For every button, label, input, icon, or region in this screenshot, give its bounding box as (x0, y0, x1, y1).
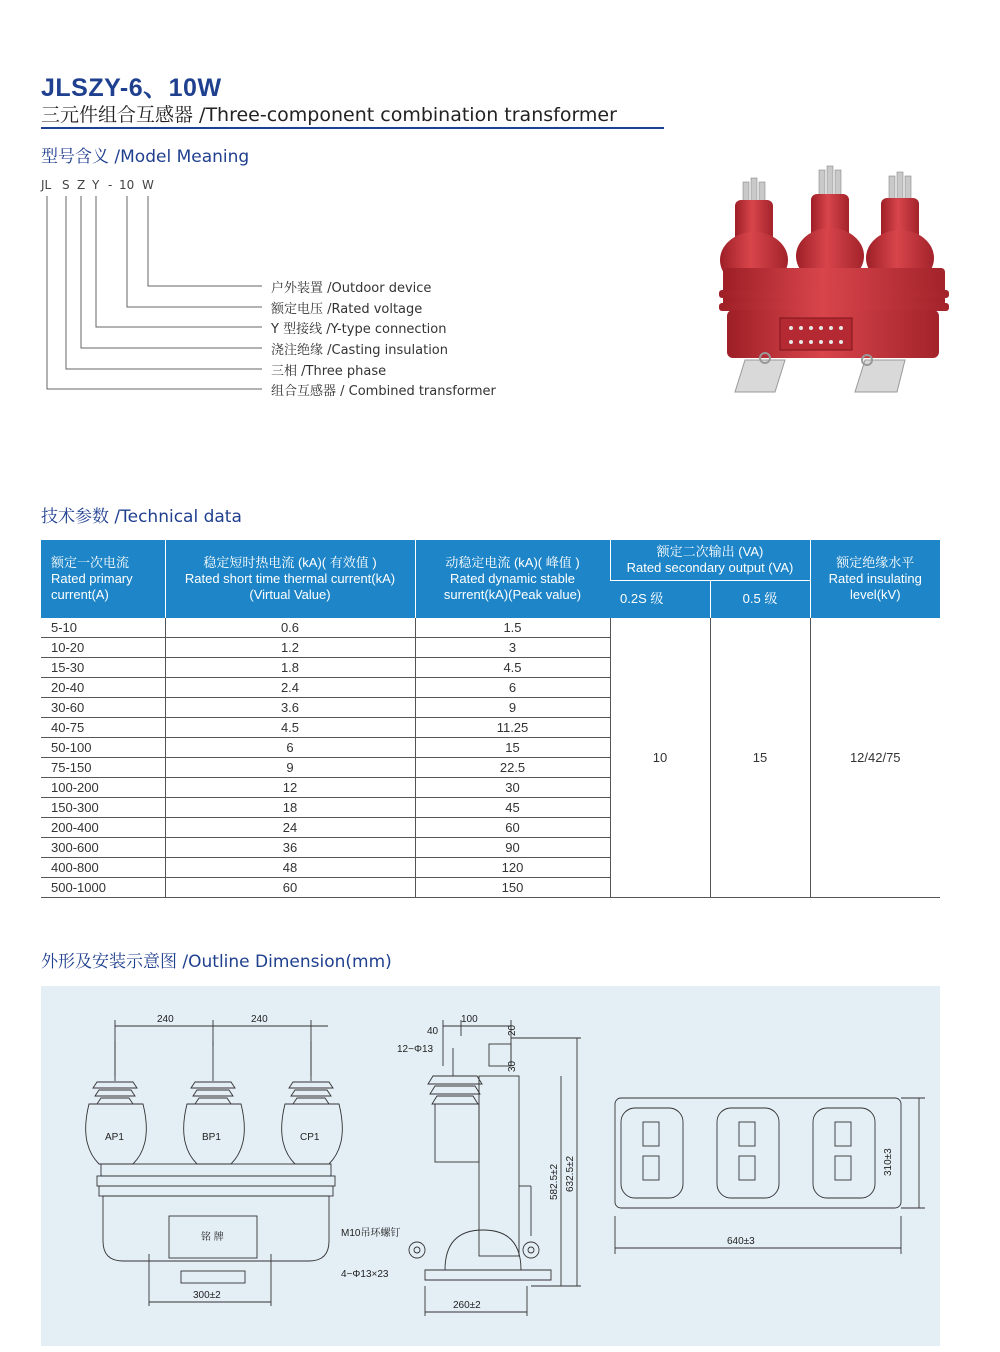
technical-heading: 技术参数 /Technical data (41, 507, 242, 527)
dim-100: 100 (461, 1014, 478, 1025)
header-insulation-level (810, 540, 940, 618)
dim-582: 582.5±2 (549, 1163, 560, 1200)
top-view (615, 1098, 925, 1254)
product-photo (705, 160, 955, 400)
header-text: 动稳定电流 (kA)( 峰值 ) (445, 555, 580, 570)
label-4-holes: 4−Φ13×23 (341, 1269, 389, 1280)
cell-thermal: 60 (165, 878, 415, 898)
header-text: Rated primary (51, 571, 133, 586)
outline-drawing-panel (41, 986, 940, 1346)
cell-primary: 200-400 (41, 818, 165, 838)
cell-primary: 15-30 (41, 658, 165, 678)
cell-primary: 5-10 (41, 618, 165, 638)
header-rated-primary (41, 540, 165, 618)
cell-dynamic: 45 (415, 798, 610, 818)
cell-primary: 30-60 (41, 698, 165, 718)
cell-dynamic: 60 (415, 818, 610, 838)
header-text: Rated secondary output (VA) (626, 559, 794, 575)
header-text: Rated short time thermal current(kA) (184, 571, 396, 586)
meaning-outdoor: 户外装置 /Outdoor device (271, 281, 432, 296)
cell-primary: 150-300 (41, 798, 165, 818)
page-title: JLSZY-6、10W (41, 74, 222, 102)
cell-primary: 500-1000 (41, 878, 165, 898)
cell-primary: 20-40 (41, 678, 165, 698)
outline-drawing (41, 986, 940, 1346)
cell-thermal: 2.4 (165, 678, 415, 698)
meaning-three-phase: 三相 /Three phase (271, 364, 387, 379)
header-text: 额定一次电流 (51, 555, 130, 570)
cell-thermal: 6 (165, 738, 415, 758)
header-thermal-current (165, 540, 415, 618)
cell-primary: 10-20 (41, 638, 165, 658)
dim-640: 640±3 (727, 1236, 755, 1247)
outline-heading: 外形及安装示意图 /Outline Dimension(mm) (41, 952, 392, 972)
cell-thermal: 24 (165, 818, 415, 838)
dim-20: 20 (507, 1024, 518, 1036)
header-text: 额定绝缘水平 (836, 555, 915, 570)
code-jl: JL (41, 178, 52, 192)
cell-dynamic: 22.5 (415, 758, 610, 778)
header-text: Rated dynamic stable (449, 571, 575, 586)
dim-40: 40 (427, 1026, 439, 1037)
dim-310: 310±3 (883, 1148, 894, 1176)
cell-primary: 75-150 (41, 758, 165, 778)
cell-thermal: 1.8 (165, 658, 415, 678)
header-text: current(A) (51, 587, 109, 602)
cell-dynamic: 15 (415, 738, 610, 758)
cell-thermal: 4.5 (165, 718, 415, 738)
cell-thermal: 12 (165, 778, 415, 798)
header-text: 额定二次输出 (VA) (656, 543, 764, 559)
cell-dynamic: 4.5 (415, 658, 610, 678)
cell-thermal: 48 (165, 858, 415, 878)
dim-300: 300±2 (193, 1290, 221, 1301)
code-w: W (142, 178, 154, 192)
cell-dynamic: 150 (415, 878, 610, 898)
model-meaning-heading: 型号含义 /Model Meaning (41, 147, 250, 167)
header-text: Rated insulating (828, 571, 922, 586)
meaning-y-connection: Y 型接线 /Y-type connection (271, 322, 447, 337)
header-02s-class: 0.2S 级 (610, 580, 710, 618)
header-secondary-output (610, 540, 810, 580)
table-row (41, 618, 940, 638)
code-10: 10 (119, 178, 135, 192)
cell-dynamic: 90 (415, 838, 610, 858)
cell-insulation: 12/42/75 (810, 618, 940, 898)
header-05-class: 0.5 级 (710, 580, 810, 618)
code-z: Z (77, 178, 86, 192)
cell-dynamic: 30 (415, 778, 610, 798)
meaning-casting: 浇注绝缘 /Casting insulation (271, 343, 449, 358)
page-subtitle: 三元件组合互感器 /Three-component combination transformer (41, 104, 617, 126)
code-dash: - (108, 178, 113, 192)
label-m10-bolt: M10吊环螺钉 (341, 1228, 401, 1239)
header-text: level(kV) (849, 587, 901, 602)
dim-632: 632.5±2 (565, 1155, 576, 1192)
cell-dynamic: 120 (415, 858, 610, 878)
header-text: (Virtual Value) (249, 587, 331, 602)
front-view (86, 1020, 343, 1306)
cell-thermal: 18 (165, 798, 415, 818)
label-nameplate: 铭 牌 (201, 1232, 224, 1243)
cell-thermal: 9 (165, 758, 415, 778)
cell-thermal: 3.6 (165, 698, 415, 718)
cell-primary: 300-600 (41, 838, 165, 858)
technical-data-table (41, 540, 940, 898)
cell-dynamic: 11.25 (415, 718, 610, 738)
label-bp1: BP1 (202, 1132, 221, 1143)
label-cp1: CP1 (300, 1132, 320, 1143)
header-text: 稳定短时热电流 (kA)( 有效值 ) (203, 555, 377, 570)
dim-240-left: 240 (157, 1014, 174, 1025)
cell-primary: 40-75 (41, 718, 165, 738)
cell-primary: 50-100 (41, 738, 165, 758)
cell-thermal: 36 (165, 838, 415, 858)
header-text: surrent(kA)(Peak value) (443, 587, 582, 602)
cell-primary: 400-800 (41, 858, 165, 878)
cell-dynamic: 9 (415, 698, 610, 718)
cell-dynamic: 6 (415, 678, 610, 698)
header-dynamic-current (415, 540, 610, 618)
label-ap1: AP1 (105, 1132, 124, 1143)
cell-thermal: 1.2 (165, 638, 415, 658)
cell-dynamic: 1.5 (415, 618, 610, 638)
dim-260: 260±2 (453, 1300, 481, 1311)
cell-thermal: 0.6 (165, 618, 415, 638)
meaning-voltage: 额定电压 /Rated voltage (271, 302, 423, 317)
code-s: S (62, 178, 70, 192)
meaning-combined: 组合互感器 / Combined transformer (271, 384, 496, 399)
dim-240-right: 240 (251, 1014, 268, 1025)
cell-primary: 100-200 (41, 778, 165, 798)
dim-30: 30 (507, 1060, 518, 1072)
cell-output-05: 15 (710, 618, 810, 898)
label-12-holes: 12−Φ13 (397, 1044, 434, 1055)
code-y: Y (92, 178, 100, 192)
cell-output-02s: 10 (610, 618, 710, 898)
cell-dynamic: 3 (415, 638, 610, 658)
model-code-leader-lines (0, 0, 280, 400)
